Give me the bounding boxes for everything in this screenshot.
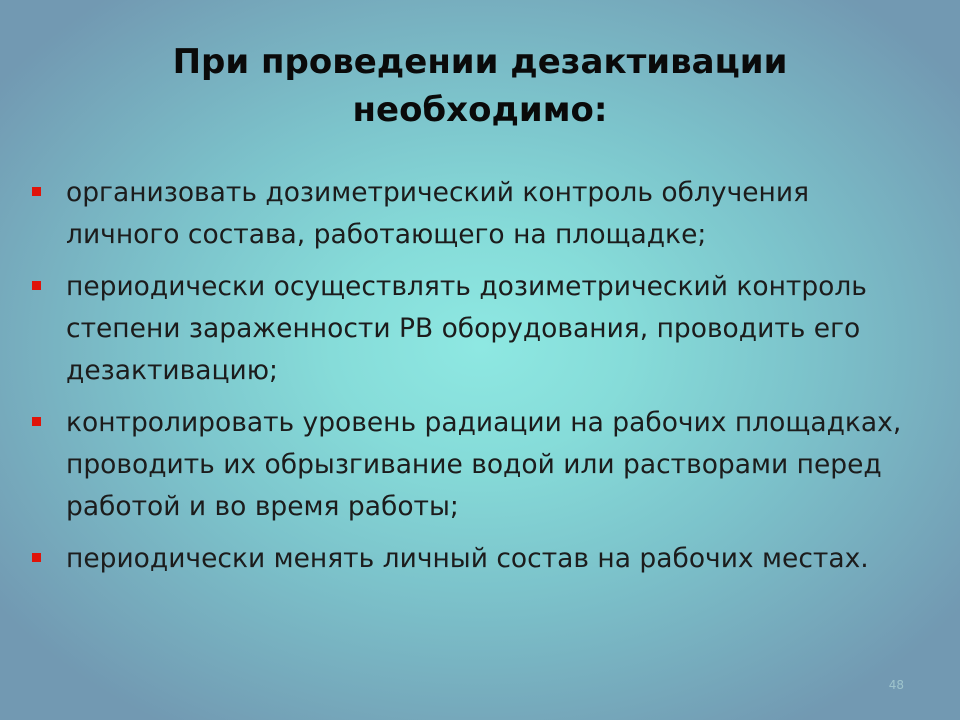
bullet-item-3 — [28, 402, 928, 528]
slide-title: При проведении дезактивации необходимо: — [172, 42, 788, 130]
bullet-text-1: организовать дозиметрический контроль облучения личного состава, работающего на площадке; — [66, 177, 810, 250]
bullet-item-2 — [28, 266, 928, 392]
square-bullet-icon — [32, 417, 41, 426]
bullet-text-2: периодически осуществлять дозиметрический контроль степени зараженности РВ оборудования, проводить его дезактивацию; — [66, 271, 867, 386]
square-bullet-icon — [32, 281, 41, 290]
bullet-item-4 — [28, 538, 928, 580]
slide-number: 48 — [888, 678, 904, 692]
bullet-list — [28, 172, 928, 590]
bullet-text-3: контролировать уровень радиации на рабочих площадках, проводить их обрызгивание водой или растворами перед работой и во время работы; — [66, 407, 902, 522]
bullet-text-4: периодически менять личный состав на рабочих местах. — [66, 543, 869, 574]
square-bullet-icon — [32, 553, 41, 562]
bullet-item-1 — [28, 172, 928, 256]
square-bullet-icon — [32, 187, 41, 196]
